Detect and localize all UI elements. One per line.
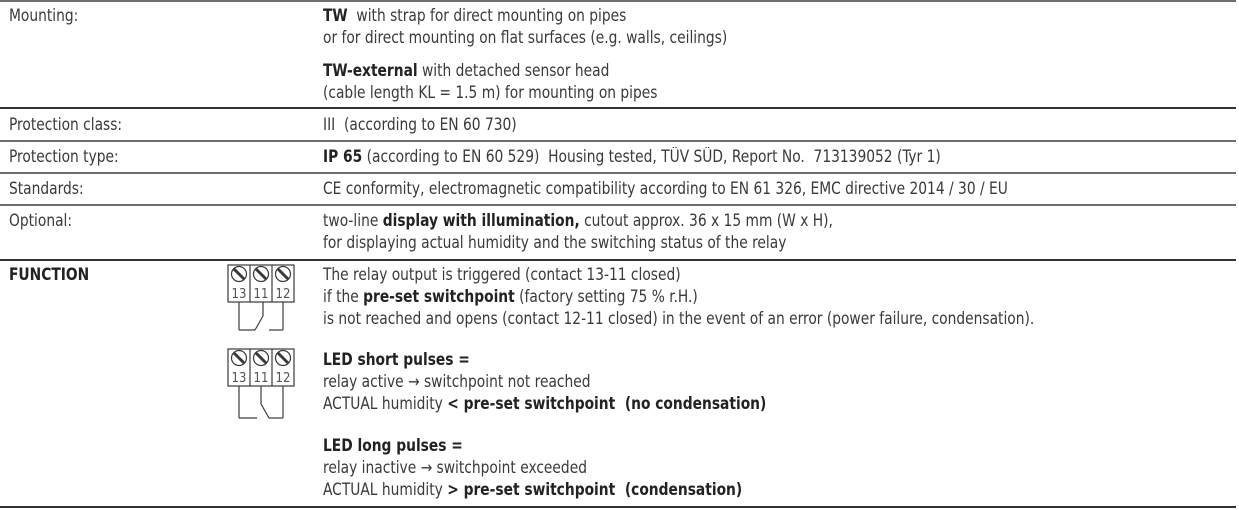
svg-text:11: 11	[253, 287, 269, 302]
table-rule	[0, 259, 1236, 261]
spec-value-line: (cable length KL = 1.5 m) for mounting on pipes	[323, 83, 658, 102]
spec-value: CE conformity, electromagnetic compatibility according to EN 61 326, EMC directive 2014 / 30 / EU	[323, 179, 1008, 198]
spec-value: III (according to EN 60 730)	[323, 115, 517, 134]
spec-value-line: or for direct mounting on flat surfaces (e.g. walls, ceilings)	[323, 28, 728, 47]
table-rule-bottom	[0, 506, 1236, 508]
table-rule-top	[0, 0, 1236, 2]
function-heading: FUNCTION	[9, 265, 90, 284]
spec-label: Standards:	[9, 179, 84, 198]
spec-value: IP 65 (according to EN 60 529) Housing tested, TÜV SÜD, Report No. 713139052 (Tyr 1)	[323, 147, 941, 166]
spec-label: Protection class:	[9, 115, 123, 134]
relay-terminal-diagram-open	[227, 348, 297, 424]
svg-text:13: 13	[231, 371, 247, 386]
spec-value: two-line display with illumination, cutout approx. 36 x 15 mm (W x H), for displaying actual humidity and the switching status of the relay	[323, 211, 833, 252]
svg-text:12: 12	[275, 371, 291, 386]
spec-value	[323, 5, 727, 104]
spec-label: Protection type:	[9, 147, 119, 166]
svg-text:12: 12	[275, 287, 291, 302]
spec-value-line: TW with strap for direct mounting on pipes	[323, 6, 627, 25]
table-rule	[0, 172, 1236, 174]
led-long-pulses: LED long pulses = relay inactive → switchpoint exceeded ACTUAL humidity > pre-set switchpoint (condensation)	[323, 436, 743, 499]
table-rule	[0, 140, 1236, 142]
table-rule	[0, 204, 1236, 206]
table-rule	[0, 107, 1236, 109]
led-short-pulses: LED short pulses = relay active → switchpoint not reached ACTUAL humidity < pre-set switchpoint (no condensation)	[323, 350, 767, 413]
spec-label: Optional:	[9, 211, 73, 230]
svg-text:13: 13	[231, 287, 247, 302]
spec-label: Mounting:	[9, 6, 79, 25]
relay-description: The relay output is triggered (contact 13-11 closed) if the pre-set switchpoint (factory setting 75 % r.H.) is not reached and opens (contact 12-11 closed) in the event of an error (power failure, condensation).	[323, 265, 1035, 328]
relay-terminal-diagram-closed	[227, 264, 297, 336]
spec-value-line: TW-external with detached sensor head	[323, 61, 610, 80]
svg-text:11: 11	[253, 371, 269, 386]
